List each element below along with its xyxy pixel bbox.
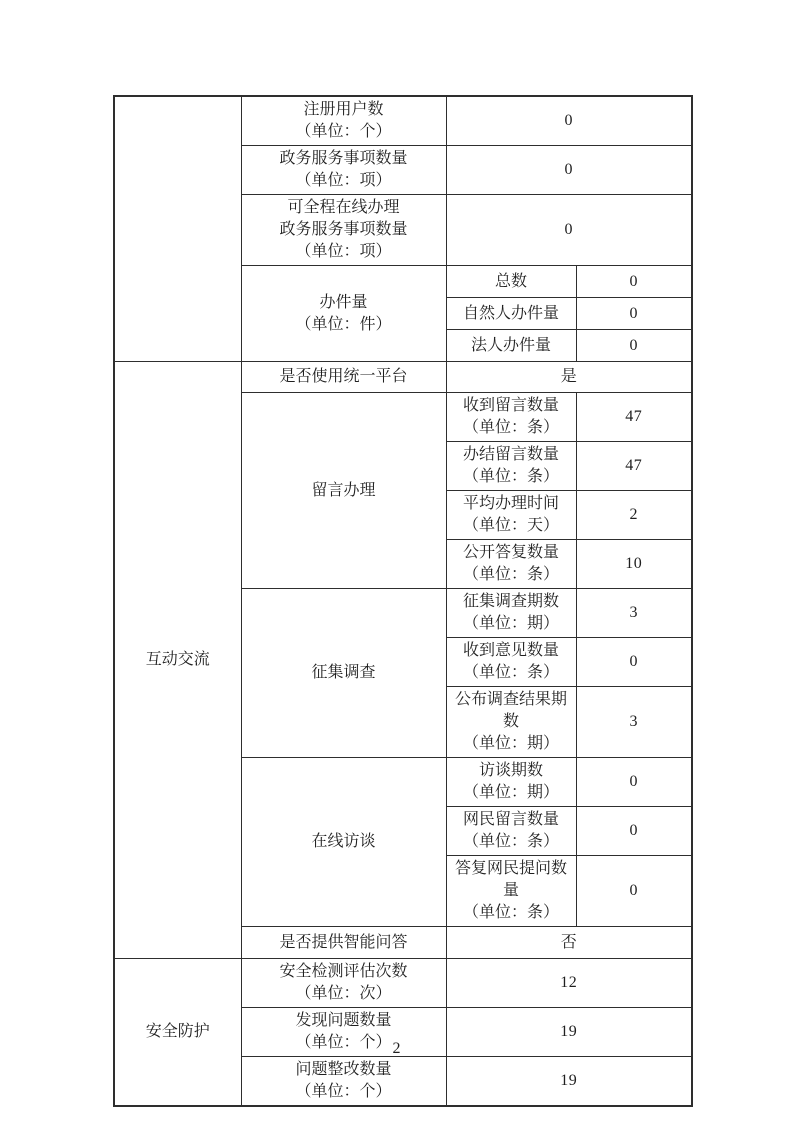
label-line: 公布调查结果期数 bbox=[454, 691, 567, 730]
label-line: （单位：个） bbox=[295, 1083, 392, 1100]
category-cell-interaction: 互动交流 bbox=[114, 362, 241, 959]
value-service-items: 0 bbox=[446, 146, 692, 195]
sublabel-interview-periods bbox=[446, 758, 576, 807]
label-line: 办结留言数量 bbox=[462, 446, 559, 463]
group-label-surveys: 征集调查 bbox=[241, 589, 446, 758]
label-line: 政务服务事项数量 bbox=[279, 150, 408, 167]
group-label-case-volume bbox=[241, 266, 446, 362]
sublabel-public-replies bbox=[446, 540, 576, 589]
report-table bbox=[113, 95, 693, 1107]
label-line: 收到留言数量 bbox=[462, 397, 559, 414]
value-smart-qa: 否 bbox=[446, 927, 692, 959]
label-line: （单位：条） bbox=[462, 566, 559, 583]
label-line: （单位：条） bbox=[462, 833, 559, 850]
label-line: 访谈期数 bbox=[478, 762, 543, 779]
label-line: （单位：个） bbox=[295, 1034, 392, 1051]
page-number: 2 bbox=[392, 1040, 401, 1057]
sublabel-case-legal-person: 法人办件量 bbox=[446, 330, 576, 362]
label-security-checks bbox=[241, 959, 446, 1008]
label-line: （单位：个） bbox=[295, 123, 392, 140]
value-public-replies: 10 bbox=[576, 540, 692, 589]
label-line: 收到意见数量 bbox=[462, 642, 559, 659]
sublabel-netizen-messages bbox=[446, 807, 576, 856]
label-problems-rectified bbox=[241, 1057, 446, 1107]
value-survey-periods: 3 bbox=[576, 589, 692, 638]
sublabel-completed-messages bbox=[446, 442, 576, 491]
label-online-service-items bbox=[241, 195, 446, 266]
label-line: 发现问题数量 bbox=[295, 1012, 392, 1029]
value-received-messages: 47 bbox=[576, 393, 692, 442]
label-line: 可全程在线办理 bbox=[287, 199, 400, 216]
label-line: （单位：期） bbox=[462, 735, 559, 752]
label-line: 办件量 bbox=[319, 293, 368, 311]
group-label-interviews: 在线访谈 bbox=[241, 758, 446, 927]
label-line: （单位：条） bbox=[462, 664, 559, 681]
value-problems-found: 19 bbox=[446, 1008, 692, 1057]
label-line: （单位：期） bbox=[462, 784, 559, 801]
group-label-message-handling: 留言办理 bbox=[241, 393, 446, 589]
label-line: 安全检测评估次数 bbox=[279, 963, 408, 980]
value-netizen-messages: 0 bbox=[576, 807, 692, 856]
value-completed-messages: 47 bbox=[576, 442, 692, 491]
value-online-service-items: 0 bbox=[446, 195, 692, 266]
value-security-checks: 12 bbox=[446, 959, 692, 1008]
value-avg-handling-time: 2 bbox=[576, 491, 692, 540]
label-unified-platform: 是否使用统一平台 bbox=[241, 362, 446, 393]
category-cell-security: 安全防护 bbox=[114, 959, 241, 1107]
value-problems-rectified: 19 bbox=[446, 1057, 692, 1107]
label-registered-users bbox=[241, 96, 446, 146]
label-line: （单位：条） bbox=[462, 419, 559, 436]
label-line: 平均办理时间 bbox=[462, 495, 559, 512]
label-line: （单位：条） bbox=[462, 468, 559, 485]
value-netizen-replies: 0 bbox=[576, 856, 692, 927]
sublabel-netizen-replies bbox=[446, 856, 576, 927]
label-line: （单位：天） bbox=[462, 517, 559, 534]
sublabel-case-natural-person: 自然人办件量 bbox=[446, 298, 576, 330]
sublabel-received-messages bbox=[446, 393, 576, 442]
value-survey-results-published: 3 bbox=[576, 687, 692, 758]
label-line: 征集调查期数 bbox=[462, 593, 559, 610]
sublabel-opinions-received bbox=[446, 638, 576, 687]
sublabel-survey-results-published bbox=[446, 687, 576, 758]
label-line: （单位：期） bbox=[462, 615, 559, 632]
label-line: 注册用户数 bbox=[303, 101, 384, 118]
label-service-items bbox=[241, 146, 446, 195]
value-unified-platform: 是 bbox=[446, 362, 692, 393]
label-line: 答复网民提问数量 bbox=[454, 860, 567, 899]
label-line: 公开答复数量 bbox=[462, 544, 559, 561]
sublabel-survey-periods bbox=[446, 589, 576, 638]
value-interview-periods: 0 bbox=[576, 758, 692, 807]
sublabel-avg-handling-time bbox=[446, 491, 576, 540]
value-case-total: 0 bbox=[576, 266, 692, 298]
label-line: （单位：条） bbox=[462, 904, 559, 921]
label-line: （单位：次） bbox=[295, 985, 392, 1002]
label-line: 政务服务事项数量 bbox=[279, 221, 408, 238]
label-line: （单位：项） bbox=[295, 172, 392, 189]
label-line: 问题整改数量 bbox=[295, 1061, 392, 1078]
value-case-natural-person: 0 bbox=[576, 298, 692, 330]
label-smart-qa: 是否提供智能问答 bbox=[241, 927, 446, 959]
label-line: （单位：件） bbox=[295, 315, 392, 333]
sublabel-case-total: 总数 bbox=[446, 266, 576, 298]
label-line: （单位：项） bbox=[295, 243, 392, 260]
value-case-legal-person: 0 bbox=[576, 330, 692, 362]
category-cell-blank bbox=[114, 96, 241, 362]
value-opinions-received: 0 bbox=[576, 638, 692, 687]
label-line: 网民留言数量 bbox=[462, 811, 559, 828]
value-registered-users: 0 bbox=[446, 96, 692, 146]
